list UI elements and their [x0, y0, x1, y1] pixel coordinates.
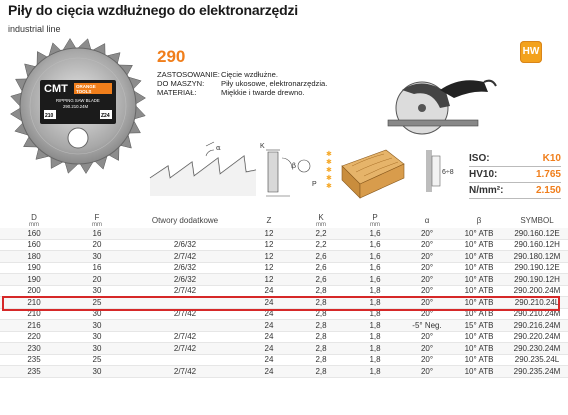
table-cell: 24	[244, 308, 294, 320]
table-cell: 1,8	[348, 297, 402, 309]
table-cell: 230	[0, 343, 68, 355]
table-cell: 1,8	[348, 343, 402, 355]
table-cell: 20°	[402, 366, 452, 378]
saw-blade-image	[8, 36, 148, 176]
beta-symbol: β	[292, 162, 297, 170]
table-cell: 2/7/42	[126, 251, 244, 263]
column-header	[294, 213, 348, 228]
table-cell	[126, 354, 244, 366]
iso-key: ISO:	[469, 153, 490, 164]
table-cell: 20°	[402, 228, 452, 239]
table-cell: 20°	[402, 308, 452, 320]
table-row	[0, 331, 568, 343]
table-cell: 10° ATB	[452, 366, 506, 378]
column-header	[0, 213, 68, 228]
table-cell: 24	[244, 297, 294, 309]
iso-value: 2.150	[535, 185, 561, 196]
table-cell: 20°	[402, 297, 452, 309]
column-header	[452, 213, 506, 228]
table-cell: 2/7/42	[126, 331, 244, 343]
column-header-label: SYMBOL	[520, 216, 554, 225]
table-cell: 2,2	[294, 239, 348, 251]
column-header	[402, 213, 452, 228]
table-cell: 290.230.24M	[506, 343, 568, 355]
table-cell: 290.220.24M	[506, 331, 568, 343]
table-cell: 1,8	[348, 331, 402, 343]
table-cell: 16	[68, 262, 126, 274]
table-cell: 2,8	[294, 320, 348, 332]
k-label: K	[260, 143, 265, 150]
table-cell: 180	[0, 251, 68, 263]
table-cell: 2/7/42	[126, 285, 244, 297]
table-header-row	[0, 213, 568, 228]
table-cell: 2,8	[294, 308, 348, 320]
table-cell: 290.180.12M	[506, 251, 568, 263]
table-row	[0, 262, 568, 274]
spec-key: ZASTOSOWANIE:	[157, 70, 220, 79]
table-cell: 290.190.12E	[506, 262, 568, 274]
table-cell: 10° ATB	[452, 354, 506, 366]
table-cell: 290.216.24M	[506, 320, 568, 332]
table-cell: 30	[68, 285, 126, 297]
column-header-label: Z	[266, 216, 272, 225]
table-cell: 216	[0, 320, 68, 332]
kerf-diagram	[258, 138, 322, 200]
blade-teeth-text: Z24	[101, 113, 110, 119]
table-cell: 1,6	[348, 239, 402, 251]
table-row	[0, 354, 568, 366]
table-cell: 12	[244, 228, 294, 239]
table-cell: 16	[68, 228, 126, 239]
table-cell: 24	[244, 285, 294, 297]
column-header-unit: mm	[370, 222, 380, 228]
wood-grain-image	[336, 144, 408, 202]
table-row	[0, 366, 568, 378]
table-cell: 12	[244, 262, 294, 274]
table-cell: 235	[0, 366, 68, 378]
table-cell: 2,6	[294, 251, 348, 263]
column-header-label: K	[318, 213, 324, 222]
column-header	[68, 213, 126, 228]
column-header	[126, 213, 244, 228]
table-cell: 12	[244, 239, 294, 251]
table-cell: 20°	[402, 251, 452, 263]
brand-logo-text: CMT	[44, 83, 68, 95]
column-header-label: β	[476, 216, 482, 225]
table-cell: 290.200.24M	[506, 285, 568, 297]
spec-row	[157, 79, 327, 88]
table-cell: 24	[244, 331, 294, 343]
table-row	[0, 251, 568, 263]
table-cell: 1,8	[348, 320, 402, 332]
table-cell: 2,6	[294, 262, 348, 274]
page-title: Piły do cięcia wzdłużnego do elektronarzędzi	[8, 2, 298, 18]
table-cell	[126, 320, 244, 332]
table-cell: 25	[68, 297, 126, 309]
table-cell: 1,8	[348, 308, 402, 320]
table-row	[0, 228, 568, 239]
table-cell: 2/6/32	[126, 239, 244, 251]
column-header-label: D	[31, 213, 37, 222]
table-cell: 190	[0, 262, 68, 274]
spec-value: Piły ukosowe, elektronarzędzia.	[221, 79, 328, 88]
iso-row	[469, 167, 561, 183]
column-header	[348, 213, 402, 228]
table-cell: 15° ATB	[452, 320, 506, 332]
table-cell: 20°	[402, 331, 452, 343]
table-cell: 1,6	[348, 251, 402, 263]
iso-spec-box	[469, 151, 561, 199]
iso-value: 1.765	[535, 169, 561, 180]
column-header	[244, 213, 294, 228]
table-cell: 2,8	[294, 285, 348, 297]
column-header-unit: mm	[92, 222, 102, 228]
table-cell: 30	[68, 343, 126, 355]
table-cell: 20	[68, 274, 126, 286]
table-cell: 290.160.12H	[506, 239, 568, 251]
alpha-symbol: α	[216, 144, 221, 152]
spec-value: Miękkie i twarde drewno.	[221, 88, 305, 97]
table-cell: 160	[0, 239, 68, 251]
table-cell: 2/6/32	[126, 262, 244, 274]
table-cell: 20°	[402, 239, 452, 251]
table-cell: 2/7/42	[126, 343, 244, 355]
table-row	[0, 285, 568, 297]
table-cell: 10° ATB	[452, 331, 506, 343]
angle-range-label: 6÷8	[442, 169, 454, 176]
table-cell: 20°	[402, 285, 452, 297]
table-cell: 20°	[402, 274, 452, 286]
table-cell: 24	[244, 354, 294, 366]
table-cell: 235	[0, 354, 68, 366]
table-cell: 30	[68, 366, 126, 378]
table-cell: 30	[68, 320, 126, 332]
rating-stars: ✱ ✱ ✱ ✱ ✱	[326, 151, 332, 190]
blade-diameter-text: 210	[45, 113, 54, 119]
table-cell: 1,8	[348, 366, 402, 378]
table-cell: 220	[0, 331, 68, 343]
table-row	[0, 320, 568, 332]
table-cell: 30	[68, 308, 126, 320]
iso-key: HV10:	[469, 169, 498, 180]
table-cell: 290.210.24L	[506, 297, 568, 309]
blade-part-text: 290.210.24M	[63, 104, 89, 109]
brand-line2: TOOLS	[76, 89, 92, 94]
table-cell: 2,8	[294, 366, 348, 378]
table-cell: 20°	[402, 354, 452, 366]
table-cell: 200	[0, 285, 68, 297]
brand-line1: ORANGE	[76, 84, 96, 89]
table-cell: 1,6	[348, 274, 402, 286]
table-row	[0, 239, 568, 251]
table-cell: 24	[244, 343, 294, 355]
table-row	[0, 343, 568, 355]
column-header-label: α	[424, 216, 430, 225]
hw-badge: HW	[520, 41, 542, 63]
table-cell: 290.210.24M	[506, 308, 568, 320]
arbor-hole	[68, 128, 88, 148]
table-cell: 10° ATB	[452, 297, 506, 309]
spec-row	[157, 88, 327, 97]
table-cell: 20	[68, 239, 126, 251]
table-cell: 2/7/42	[126, 366, 244, 378]
table-cell: 1,8	[348, 354, 402, 366]
table-cell: -5° Neg.	[402, 320, 452, 332]
table-cell: 2,8	[294, 354, 348, 366]
table-cell: 2,8	[294, 343, 348, 355]
table-cell: 2,6	[294, 274, 348, 286]
column-header-unit: mm	[29, 222, 39, 228]
table-cell: 20°	[402, 343, 452, 355]
iso-value: K10	[542, 153, 561, 164]
table-cell: 290.235.24L	[506, 354, 568, 366]
circular-saw-tool-image	[380, 68, 500, 138]
table-cell: 30	[68, 331, 126, 343]
table-cell: 10° ATB	[452, 343, 506, 355]
table-cell: 10° ATB	[452, 239, 506, 251]
tooth-profile-diagram	[148, 138, 258, 200]
iso-row	[469, 183, 561, 199]
spec-row	[157, 70, 327, 79]
blade-model-text: RIPPING SAW BLADE	[56, 98, 100, 103]
table-cell: 290.160.12E	[506, 228, 568, 239]
table-row	[0, 274, 568, 286]
column-header	[506, 213, 568, 228]
table-cell: 10° ATB	[452, 308, 506, 320]
column-header-label: Otwory dodatkowe	[151, 216, 219, 225]
column-header-label: P	[372, 213, 378, 222]
page-subtitle: industrial line	[8, 24, 61, 34]
table-cell: 12	[244, 274, 294, 286]
table-cell: 290.235.24M	[506, 366, 568, 378]
iso-row	[469, 151, 561, 167]
table-cell: 20°	[402, 262, 452, 274]
table-cell: 2/6/32	[126, 274, 244, 286]
table-cell: 2,8	[294, 297, 348, 309]
table-cell: 1,6	[348, 262, 402, 274]
table-cell: 290.190.12H	[506, 274, 568, 286]
table-cell: 2/7/42	[126, 308, 244, 320]
table-cell: 190	[0, 274, 68, 286]
product-code: 290	[157, 47, 186, 66]
table-cell: 10° ATB	[452, 251, 506, 263]
table-cell: 210	[0, 297, 68, 309]
tooth-shape-icon	[418, 146, 464, 196]
highlighted-row-outline	[2, 296, 560, 311]
table-cell: 2,2	[294, 228, 348, 239]
table-cell	[126, 228, 244, 239]
table-cell: 1,8	[348, 285, 402, 297]
table-cell: 210	[0, 308, 68, 320]
table-cell: 10° ATB	[452, 274, 506, 286]
table-cell: 160	[0, 228, 68, 239]
iso-key: N/mm²:	[469, 185, 504, 196]
table-cell: 24	[244, 366, 294, 378]
specs-block	[157, 70, 327, 97]
table-cell: 1,6	[348, 228, 402, 239]
table-cell: 10° ATB	[452, 228, 506, 239]
column-header-unit: mm	[316, 222, 326, 228]
table-cell: 10° ATB	[452, 285, 506, 297]
p-label: P	[312, 181, 317, 188]
column-header-label: F	[94, 213, 100, 222]
spec-key: DO MASZYN:	[157, 79, 205, 88]
table-cell: 30	[68, 251, 126, 263]
table-cell: 12	[244, 251, 294, 263]
spec-value: Cięcie wzdłużne.	[221, 70, 278, 79]
table-cell: 10° ATB	[452, 262, 506, 274]
table-cell: 24	[244, 320, 294, 332]
spec-key: MATERIAŁ:	[157, 88, 197, 97]
table-cell: 25	[68, 354, 126, 366]
table-cell: 2,8	[294, 331, 348, 343]
